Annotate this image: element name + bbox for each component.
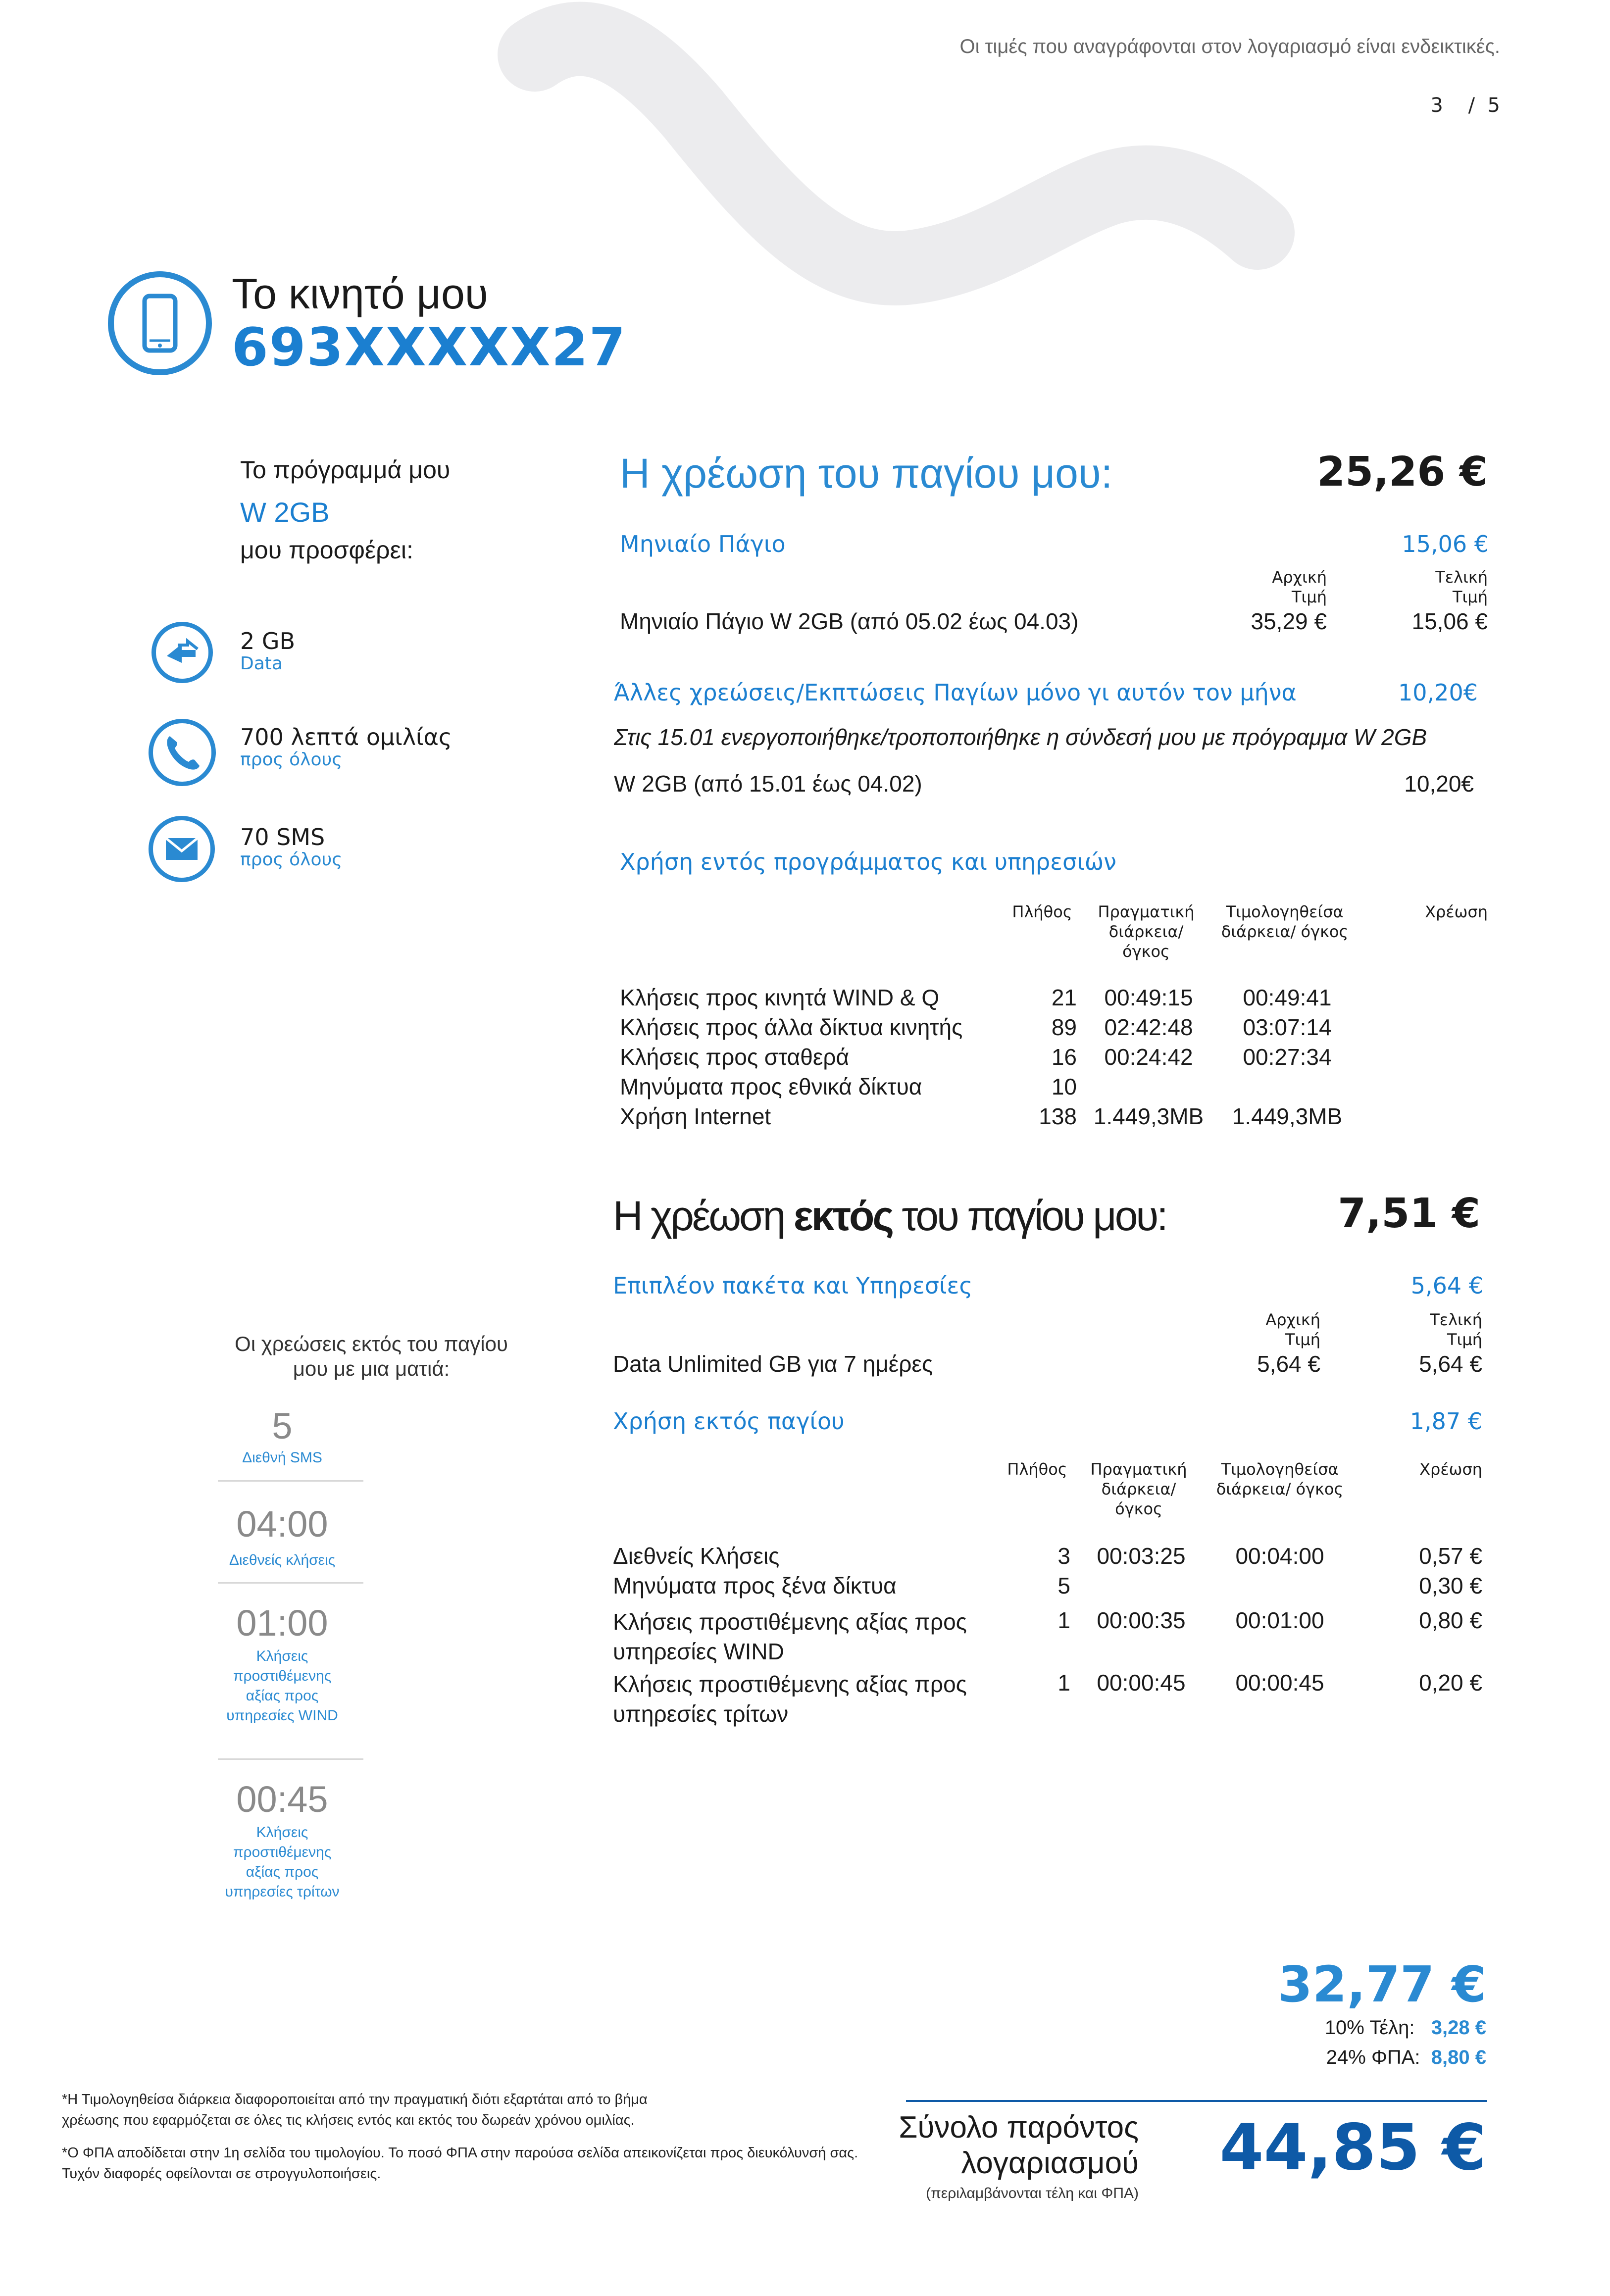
table-row-desc: Κλήσεις προς κινητά WIND & Q xyxy=(620,985,940,1010)
feature-data-sub: Data xyxy=(240,653,283,674)
envelope-icon xyxy=(149,816,215,882)
data-transfer-icon xyxy=(151,622,213,683)
packs-row-desc: Data Unlimited GB για 7 ημέρες xyxy=(613,1351,933,1377)
packs-label: Επιπλέον πακέτα και Υπηρεσίες xyxy=(613,1272,973,1299)
feature-data-main: 2 GB xyxy=(240,628,296,654)
feature-sms-main: 70 SMS xyxy=(240,824,325,850)
table-row-charge: 0,30 € xyxy=(1419,1573,1482,1598)
table-row-desc: Κλήσεις προς σταθερά xyxy=(620,1044,850,1070)
fixed-amount: 25,26 € xyxy=(1317,449,1488,496)
plan-name: W 2GB xyxy=(240,497,330,528)
table-row-desc: Διεθνείς Κλήσεις xyxy=(613,1543,780,1569)
table-row-count: 3 xyxy=(1057,1543,1070,1569)
glance-value: 01:00 xyxy=(236,1602,328,1644)
mobile-number: 693XXXXX27 xyxy=(232,317,627,378)
table-row-billed: 00:49:41 xyxy=(1243,985,1332,1010)
glance-value: 04:00 xyxy=(236,1503,328,1545)
table-row-actual: 00:03:25 xyxy=(1097,1543,1186,1569)
table-row-billed: 00:01:00 xyxy=(1235,1607,1324,1633)
table-row-actual: 00:00:45 xyxy=(1097,1670,1186,1696)
in-col-billed: Τιμολογηθείσα διάρκεια/ όγκος xyxy=(1221,902,1349,941)
other-row-desc: W 2GB (από 15.01 έως 04.02) xyxy=(614,771,922,797)
vat-line: 24% ΦΠΑ: 8,80 € xyxy=(1326,2046,1486,2068)
monthly-amount: 15,06 € xyxy=(1402,531,1489,557)
feature-minutes-main: 700 λεπτά ομιλίας xyxy=(240,724,452,750)
out-col-billed: Τιμολογηθείσα διάρκεια/ όγκος xyxy=(1216,1460,1344,1498)
glance-sub: Κλήσεις προστιθέμενης αξίας προς υπηρεσίες WIND xyxy=(226,1648,338,1724)
packs-row-initial: 5,64 € xyxy=(1257,1351,1320,1377)
footnote-vat: *Ο ΦΠΑ αποδίδεται στην 1η σελίδα του τιμολογίου. Το ποσό ΦΠΑ στην παρούσα σελίδα απεικονίζεται προς διευκόλυνσή σας. Τυχόν διαφορές οφείλονται σε στρογγυλοποιήσεις. xyxy=(62,2145,858,2182)
feature-sms-sub: προς όλους xyxy=(240,849,343,870)
grand-total-label: Σύνολο παρόντος λογαριασμού xyxy=(899,2110,1139,2180)
table-row-charge: 0,57 € xyxy=(1419,1543,1482,1569)
table-row-actual: 02:42:48 xyxy=(1104,1014,1193,1040)
disclaimer: Οι τιμές που αναγράφονται στον λογαριασμό είναι ενδεικτικές. xyxy=(959,36,1500,57)
plan-intro: Το πρόγραμμά μου xyxy=(240,456,451,484)
other-charges-label: Άλλες χρεώσεις/Εκπτώσεις Παγίων μόνο γι αυτόν τον μήνα xyxy=(614,679,1297,706)
table-row-count: 10 xyxy=(1051,1074,1077,1099)
background-swoosh xyxy=(0,0,1610,446)
monthly-row-final: 15,06 € xyxy=(1411,608,1488,634)
table-row-actual: 00:00:35 xyxy=(1097,1607,1186,1633)
fixed-title: Η χρέωση του παγίου μου: xyxy=(620,450,1113,497)
in-col-actual: Πραγματική διάρκεια/ όγκος xyxy=(1098,902,1195,961)
glance-sub: Διεθνείς κλήσεις xyxy=(229,1552,336,1568)
glance-label: Οι χρεώσεις εκτός του παγίου μου με μια ματιά: xyxy=(235,1332,508,1380)
table-row-desc: Κλήσεις προστιθέμενης αξίας προς υπηρεσίες WIND xyxy=(613,1609,967,1664)
table-row-count: 16 xyxy=(1051,1044,1077,1070)
glance-divider xyxy=(218,1480,363,1482)
in-col-charge: Χρέωση xyxy=(1425,902,1488,921)
table-row-actual: 00:24:42 xyxy=(1104,1044,1193,1070)
tax-line: 10% Τέλη: 3,28 € xyxy=(1324,2017,1486,2039)
table-row-desc: Χρήση Internet xyxy=(620,1103,771,1129)
extra-title: Η χρέωση εκτός του παγίου μου: xyxy=(613,1193,1166,1239)
other-charges-note: Στις 15.01 ενεργοποιήθηκε/τροποποιήθηκε η σύνδεσή μου με πρόγραμμα W 2GB xyxy=(614,724,1427,750)
table-row-billed: 1.449,3MB xyxy=(1232,1103,1343,1129)
table-row-desc: Κλήσεις προς άλλα δίκτυα κινητής xyxy=(620,1014,963,1040)
mobile-title: Το κινητό μου xyxy=(232,270,488,318)
col-initial-price: Αρχική Τιμή xyxy=(1272,568,1327,606)
table-row-billed: 00:00:45 xyxy=(1235,1670,1324,1696)
table-row-actual: 1.449,3MB xyxy=(1093,1103,1204,1129)
out-col-count: Πλήθος xyxy=(1007,1460,1067,1479)
table-row-charge: 0,20 € xyxy=(1419,1670,1482,1696)
packs-col-initial: Αρχική Τιμή xyxy=(1265,1310,1320,1349)
out-plan-usage-amount: 1,87 € xyxy=(1409,1408,1482,1435)
subtotal-amount: 32,77 € xyxy=(1278,1955,1486,2013)
grand-total-note: (περιλαμβάνονται τέλη και ΦΠΑ) xyxy=(926,2185,1139,2201)
table-row-count: 89 xyxy=(1051,1014,1077,1040)
phone-handset-icon xyxy=(149,719,216,786)
footnote-billing: *Η Τιμολογηθείσα διάρκεια διαφοροποιείται από την πραγματική διότι εξαρτάται από το βήμα χρέωσης που εφαρμόζεται σε όλες τις κλήσεις εντός και εκτός του δωρεάν χρόνου ομιλίας. xyxy=(62,2092,648,2128)
table-row-count: 1 xyxy=(1057,1670,1070,1696)
monthly-label: Μηνιαίο Πάγιο xyxy=(620,531,786,557)
glance-sub: Κλήσεις προστιθέμενης αξίας προς υπηρεσίες τρίτων xyxy=(225,1824,340,1900)
table-row-count: 5 xyxy=(1057,1573,1070,1598)
extra-amount: 7,51 € xyxy=(1338,1190,1480,1237)
page-number: 3 / 5 xyxy=(1430,94,1500,117)
table-row-count: 21 xyxy=(1051,985,1077,1010)
monthly-row-desc: Μηνιαίο Πάγιο W 2GB (από 05.02 έως 04.03) xyxy=(620,608,1079,634)
table-row-billed: 00:04:00 xyxy=(1235,1543,1324,1569)
feature-minutes-sub: προς όλους xyxy=(240,749,343,770)
table-row-desc: Μηνύματα προς ξένα δίκτυα xyxy=(613,1573,897,1598)
out-col-charge: Χρέωση xyxy=(1419,1460,1482,1479)
monthly-row-initial: 35,29 € xyxy=(1251,608,1327,634)
grand-total-amount: 44,85 € xyxy=(1219,2111,1486,2185)
packs-col-final: Τελική Τιμή xyxy=(1430,1310,1482,1349)
in-plan-usage-label: Χρήση εντός προγράμματος και υπηρεσιών xyxy=(620,849,1116,875)
out-plan-usage-label: Χρήση εκτός παγίου xyxy=(613,1408,845,1435)
packs-row-final: 5,64 € xyxy=(1419,1351,1482,1377)
mobile-phone-icon xyxy=(108,271,212,375)
glance-value: 5 xyxy=(272,1405,293,1447)
glance-value: 00:45 xyxy=(236,1779,328,1820)
table-row-count: 1 xyxy=(1057,1607,1070,1633)
table-row-desc: Κλήσεις προστιθέμενης αξίας προς υπηρεσίες τρίτων xyxy=(613,1671,967,1727)
totals-divider xyxy=(906,2100,1487,2102)
glance-divider xyxy=(218,1758,363,1760)
table-row-desc: Μηνύματα προς εθνικά δίκτυα xyxy=(620,1074,922,1099)
in-col-count: Πλήθος xyxy=(1012,902,1072,921)
col-final-price: Τελική Τιμή xyxy=(1435,568,1488,606)
plan-offers: μου προσφέρει: xyxy=(240,536,413,564)
other-charges-amount: 10,20€ xyxy=(1398,679,1478,706)
glance-sub: Διεθνή SMS xyxy=(242,1449,322,1466)
table-row-actual: 00:49:15 xyxy=(1104,985,1193,1010)
glance-divider xyxy=(218,1582,363,1584)
out-col-actual: Πραγματική διάρκεια/ όγκος xyxy=(1090,1460,1187,1518)
packs-amount: 5,64 € xyxy=(1410,1272,1483,1299)
table-row-billed: 00:27:34 xyxy=(1243,1044,1332,1070)
table-row-billed: 03:07:14 xyxy=(1243,1014,1332,1040)
table-row-charge: 0,80 € xyxy=(1419,1607,1482,1633)
other-row-amount: 10,20€ xyxy=(1404,771,1474,797)
table-row-count: 138 xyxy=(1039,1103,1077,1129)
